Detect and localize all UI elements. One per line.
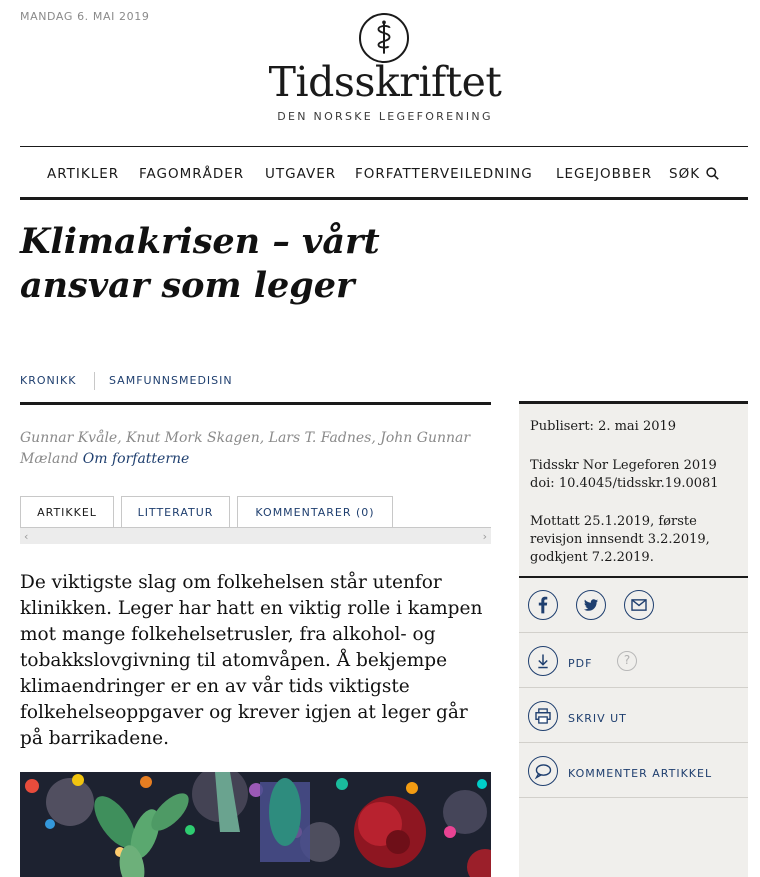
print-link[interactable]: SKRIV UT: [568, 712, 627, 725]
pdf-link[interactable]: PDF: [568, 657, 593, 670]
main-nav: [20, 146, 748, 200]
publish-date: Publisert: 2. mai 2019: [530, 419, 677, 434]
article-title: Klimakrisen – vårt ansvar som leger: [20, 221, 380, 306]
nav-item-legejobber[interactable]: LEGEJOBBER: [556, 166, 653, 182]
article-lead: De viktigste slag om folkehelsen står utenfor klinikken. Leger har hatt en viktig rolle i kampen mot mange folkehelsetrusler, fra alkohol- og tobakkslovgivning til atomvåpen. Å bekjempe klimaendringer er en av vår tids viktigste folkehelseoppgaver og krever igjen at leger går på barrikadene.: [20, 572, 483, 749]
tab-artikkel[interactable]: ARTIKKEL: [20, 496, 114, 527]
logo-wordmark[interactable]: Tidsskriftet: [268, 58, 502, 106]
nav-search[interactable]: [669, 166, 700, 182]
sidebar-line: [519, 742, 748, 743]
nav-item-utgaver[interactable]: UTGAVER: [265, 166, 337, 182]
scroll-right-icon[interactable]: ›: [482, 530, 487, 543]
content-divider: [20, 402, 491, 405]
tabs-scrollbar[interactable]: [20, 527, 491, 544]
search-icon: [706, 167, 719, 180]
logo-subtitle: DEN NORSKE LEGEFORENING: [277, 110, 493, 123]
print-icon[interactable]: [528, 701, 558, 731]
article-sidebar: [519, 401, 748, 877]
current-date: MANDAG 6. MAI 2019: [20, 10, 150, 23]
received-dates: Mottatt 25.1.2019, første revisjon innsendt 3.2.2019, godkjent 7.2.2019.: [530, 514, 710, 565]
tag-divider: [94, 372, 95, 390]
tag-kronikk[interactable]: KRONIKK: [20, 374, 77, 387]
help-icon[interactable]: ?: [617, 651, 637, 671]
article-authors: [20, 428, 495, 470]
nav-item-fagomrader[interactable]: FAGOMRÅDER: [139, 166, 245, 182]
scroll-left-icon[interactable]: ‹: [24, 530, 29, 543]
tag-samfunnsmedisin[interactable]: SAMFUNNSMEDISIN: [109, 374, 233, 387]
sidebar-line: [519, 632, 748, 633]
sidebar-divider: [519, 576, 748, 578]
nav-item-artikler[interactable]: ARTIKLER: [47, 166, 120, 182]
download-icon[interactable]: [528, 646, 558, 676]
doi[interactable]: doi: 10.4045/tidsskr.19.0081: [530, 476, 719, 491]
sidebar-line: [519, 797, 748, 798]
sidebar-line: [519, 687, 748, 688]
facebook-icon[interactable]: [528, 590, 558, 620]
nav-search-label: SØK: [669, 166, 701, 182]
logo-emblem-icon[interactable]: [359, 13, 409, 63]
article-hero-image: [20, 772, 491, 877]
twitter-icon[interactable]: [576, 590, 606, 620]
tab-litteratur[interactable]: LITTERATUR: [121, 496, 230, 527]
author-names: Gunnar Kvåle, Knut Mork Skagen, Lars T. Fadnes, John Gunnar Mæland: [20, 430, 471, 467]
about-authors-link[interactable]: Om forfatterne: [82, 451, 190, 467]
comment-icon[interactable]: [528, 756, 558, 786]
nav-item-forfatterveiledning[interactable]: FORFATTERVEILEDNING: [355, 166, 533, 182]
citation: Tidsskr Nor Legeforen 2019: [530, 458, 717, 473]
email-icon[interactable]: [624, 590, 654, 620]
comment-link[interactable]: KOMMENTER ARTIKKEL: [568, 767, 713, 780]
tab-kommentarer[interactable]: KOMMENTARER (0): [237, 496, 393, 527]
